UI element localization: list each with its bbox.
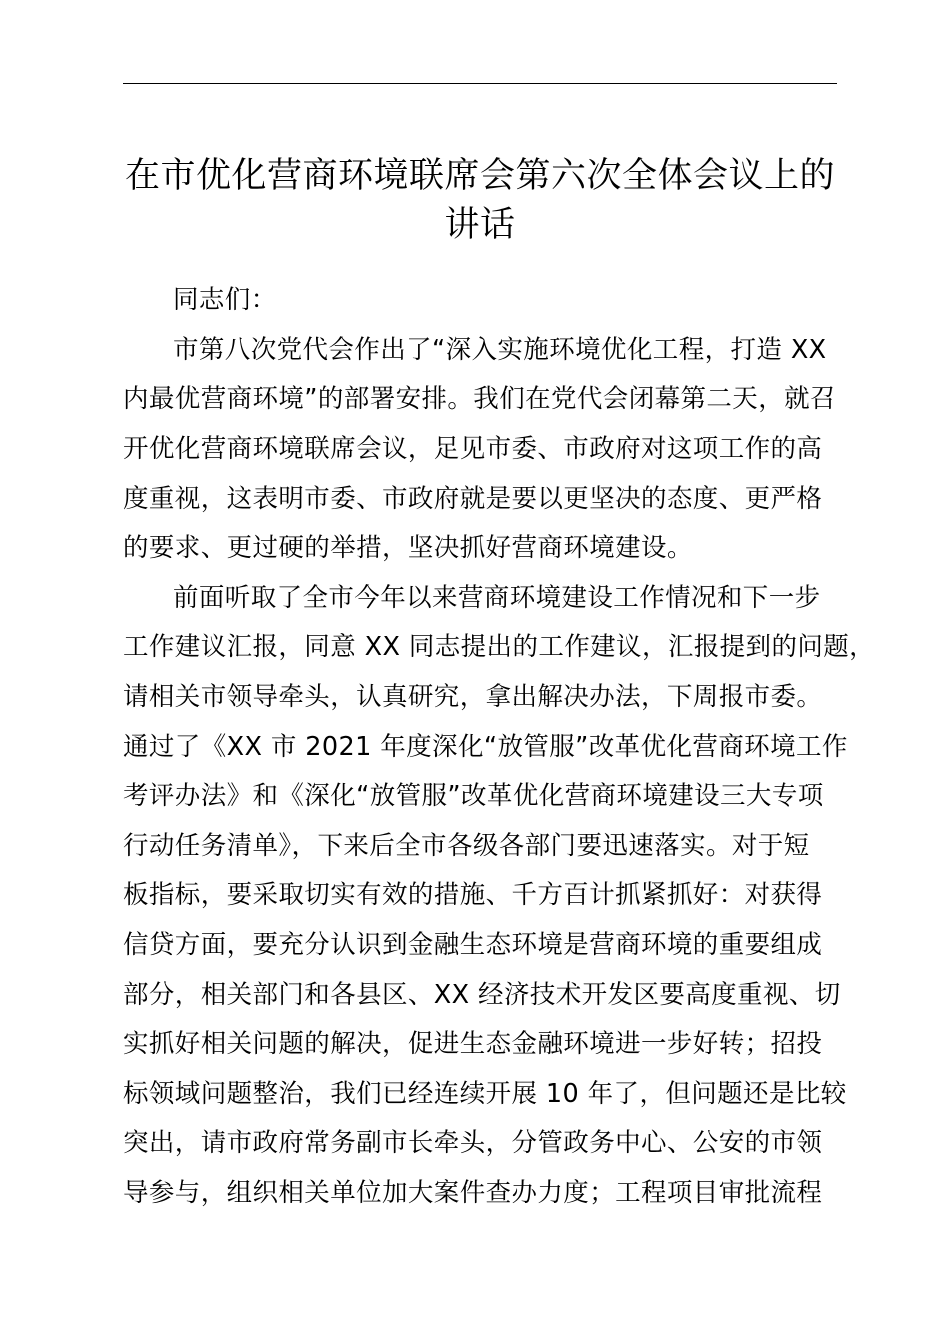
- body-line: 部分，相关部门和各县区、XX 经济技术开发区要高度重视、切: [123, 980, 841, 1010]
- body-line: 实抓好相关问题的解决，促进生态金融环境进一步好转；招投: [123, 1029, 823, 1059]
- body-line: 突出，请市政府常务副市长牵头，分管政务中心、公安的市领: [123, 1128, 823, 1158]
- document-title-line-2: 讲话: [444, 205, 516, 245]
- body-line: 度重视，这表明市委、市政府就是要以更坚决的态度、更严格: [123, 484, 823, 514]
- body-line: 市第八次党代会作出了“深入实施环境优化工程，打造 XX: [173, 335, 827, 365]
- salutation: 同志们：: [173, 285, 277, 315]
- document-title-line-1: 在市优化营商环境联席会第六次全体会议上的: [124, 156, 835, 196]
- body-line: 内最优营商环境”的部署安排。我们在党代会闭幕第二天，就召: [123, 384, 836, 414]
- body-line: 板指标，要采取切实有效的措施、千方百计抓紧抓好：对获得: [123, 880, 823, 910]
- body-line: 考评办法》和《深化“放管服”改革优化营商环境建设三大专项: [123, 781, 824, 811]
- body-line: 标领域问题整治，我们已经连续开展 10 年了，但问题还是比较: [123, 1079, 847, 1109]
- body-line: 信贷方面，要充分认识到金融生态环境是营商环境的重要组成: [123, 930, 823, 960]
- body-line: 的要求、更过硬的举措，坚决抓好营商环境建设。: [123, 533, 693, 563]
- body-line: 导参与，组织相关单位加大案件查办力度；工程项目审批流程: [123, 1178, 823, 1208]
- body-line: 通过了《XX 市 2021 年度深化“放管服”改革优化营商环境工作: [123, 732, 848, 762]
- header-rule: [123, 83, 837, 84]
- body-line: 前面听取了全市今年以来营商环境建设工作情况和下一步: [173, 583, 821, 613]
- body-line: 工作建议汇报，同意 XX 同志提出的工作建议，汇报提到的问题，: [123, 632, 876, 662]
- body-line: 开优化营商环境联席会议，足见市委、市政府对这项工作的高: [123, 434, 823, 464]
- body-line: 行动任务清单》，下来后全市各级各部门要迅速落实。对于短: [123, 831, 810, 861]
- body-line: 请相关市领导牵头，认真研究，拿出解决办法，下周报市委。: [123, 682, 823, 712]
